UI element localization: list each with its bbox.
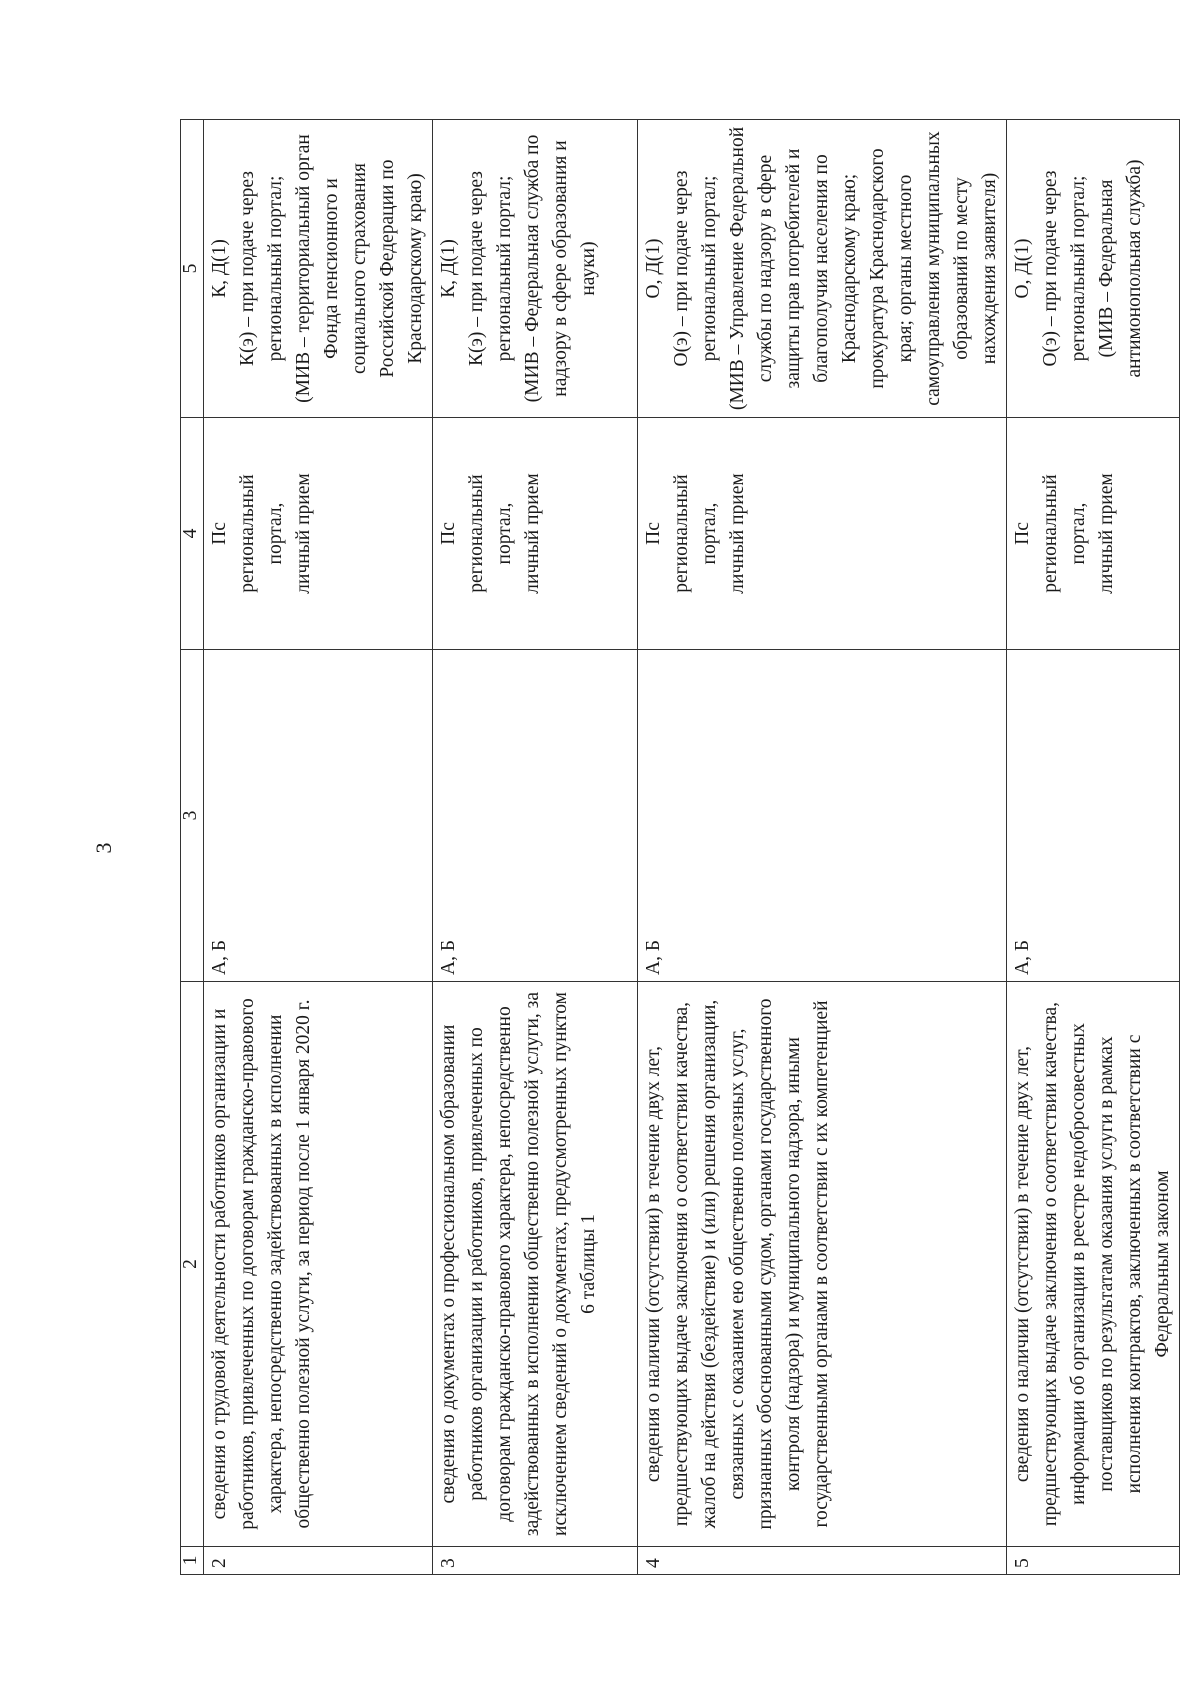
row-codes: А, Б bbox=[638, 650, 1007, 982]
row-result bbox=[638, 120, 1007, 418]
channel-line: Пс bbox=[643, 522, 664, 545]
row-result bbox=[1007, 120, 1180, 418]
result-head: К, Д(1) bbox=[209, 239, 230, 298]
column-header: 1 bbox=[181, 1547, 204, 1575]
column-header: 3 bbox=[181, 650, 204, 982]
result-miv: (МИВ – Федеральная антимонопольная служба) bbox=[1096, 159, 1145, 378]
channel-line: региональный bbox=[671, 474, 692, 593]
row-channel bbox=[433, 418, 638, 650]
page-number: 3 bbox=[91, 842, 116, 854]
channel-line: региональный bbox=[1040, 474, 1061, 593]
row-channel bbox=[1007, 418, 1180, 650]
channel-line: Пс bbox=[1012, 522, 1033, 545]
row-number: 4 bbox=[638, 1547, 1007, 1575]
result-body: О(э) – при подаче через региональный портал; bbox=[1040, 170, 1089, 367]
table-row bbox=[433, 120, 638, 1575]
documents-table bbox=[180, 119, 1180, 1575]
result-body: К(э) – при подаче через региональный портал; bbox=[237, 171, 286, 366]
row-number: 5 bbox=[1007, 1547, 1180, 1575]
table-row bbox=[638, 120, 1007, 1575]
result-miv: (МИВ – территориальный орган Фонда пенсионного и социального страхования Российской Федерации по Краснодарскому краю) bbox=[293, 134, 426, 403]
channel-line: личный прием bbox=[293, 473, 314, 594]
result-miv: (МИВ – Управление Федеральной службы по надзору в сфере защиты прав потребителей и благополучия населения по Краснодарскому краю; прокуратура Краснодарского края; органы местного самоуправления муниципальных образований по месту нахождения заявителя) bbox=[727, 126, 1000, 411]
table-header-row bbox=[181, 120, 204, 1575]
channel-line: Пс bbox=[438, 522, 459, 545]
channel-line: портал, bbox=[1068, 502, 1089, 565]
result-body: К(э) – при подаче через региональный портал; bbox=[466, 171, 515, 366]
row-codes: А, Б bbox=[204, 650, 433, 982]
channel-line: портал, bbox=[265, 502, 286, 565]
row-number: 3 bbox=[433, 1547, 638, 1575]
row-channel bbox=[638, 418, 1007, 650]
column-header: 2 bbox=[181, 982, 204, 1547]
column-header: 5 bbox=[181, 120, 204, 418]
channel-line: портал, bbox=[699, 502, 720, 565]
column-header: 4 bbox=[181, 418, 204, 650]
channel-line: Пс bbox=[209, 522, 230, 545]
row-description: сведения о наличии (отсутствии) в течение двух лет, предшествующих выдаче заключения о соответствии качества, информации об организации в реестре недобросовестных поставщиков по результатам оказания услуги в рамках исполнения контрактов, заключенных в соответствии с Федеральным законом bbox=[1007, 982, 1180, 1547]
table-row bbox=[1007, 120, 1180, 1575]
channel-line: личный прием bbox=[727, 473, 748, 594]
result-head: К, Д(1) bbox=[438, 239, 459, 298]
row-number: 2 bbox=[204, 1547, 433, 1575]
channel-line: региональный bbox=[237, 474, 258, 593]
channel-line: региональный bbox=[466, 474, 487, 593]
row-description: сведения о документах о профессиональном образовании работников организации и работников, привлеченных по договорам гражданско-правового характера, непосредственно задействованных в исполнении общественно полезной услуги, за исключением сведений о документах, предусмотренных пунктом 6 таблицы 1 bbox=[433, 982, 638, 1547]
result-head: О, Д(1) bbox=[643, 238, 664, 299]
row-codes: А, Б bbox=[1007, 650, 1180, 982]
row-result bbox=[433, 120, 638, 418]
table-row bbox=[204, 120, 433, 1575]
result-body: О(э) – при подаче через региональный портал; bbox=[671, 170, 720, 367]
row-result bbox=[204, 120, 433, 418]
row-description: сведения о трудовой деятельности работников организации и работников, привлеченных по договорам гражданско-правового характера, непосредственно задействованных в исполнении общественно полезной услуги, за период после 1 января 2020 г. bbox=[204, 982, 433, 1547]
row-channel bbox=[204, 418, 433, 650]
result-miv: (МИВ – Федеральная служба по надзору в сфере образования и науки) bbox=[522, 134, 599, 403]
row-description: сведения о наличии (отсутствии) в течение двух лет, предшествующих выдаче заключения о соответствии качества, жалоб на действия (бездействие) и (или) решения организации, связанных с оказанием ею общественно полезных услуг, признанных обоснованными судом, органами государственного контроля (надзора) и муниципального надзора, иными государственными органами в соответствии с их компетенцией bbox=[638, 982, 1007, 1547]
row-codes: А, Б bbox=[433, 650, 638, 982]
rotated-table-frame bbox=[180, 120, 1173, 1575]
channel-line: личный прием bbox=[1096, 473, 1117, 594]
result-head: О, Д(1) bbox=[1012, 238, 1033, 299]
channel-line: портал, bbox=[494, 502, 515, 565]
channel-line: личный прием bbox=[522, 473, 543, 594]
